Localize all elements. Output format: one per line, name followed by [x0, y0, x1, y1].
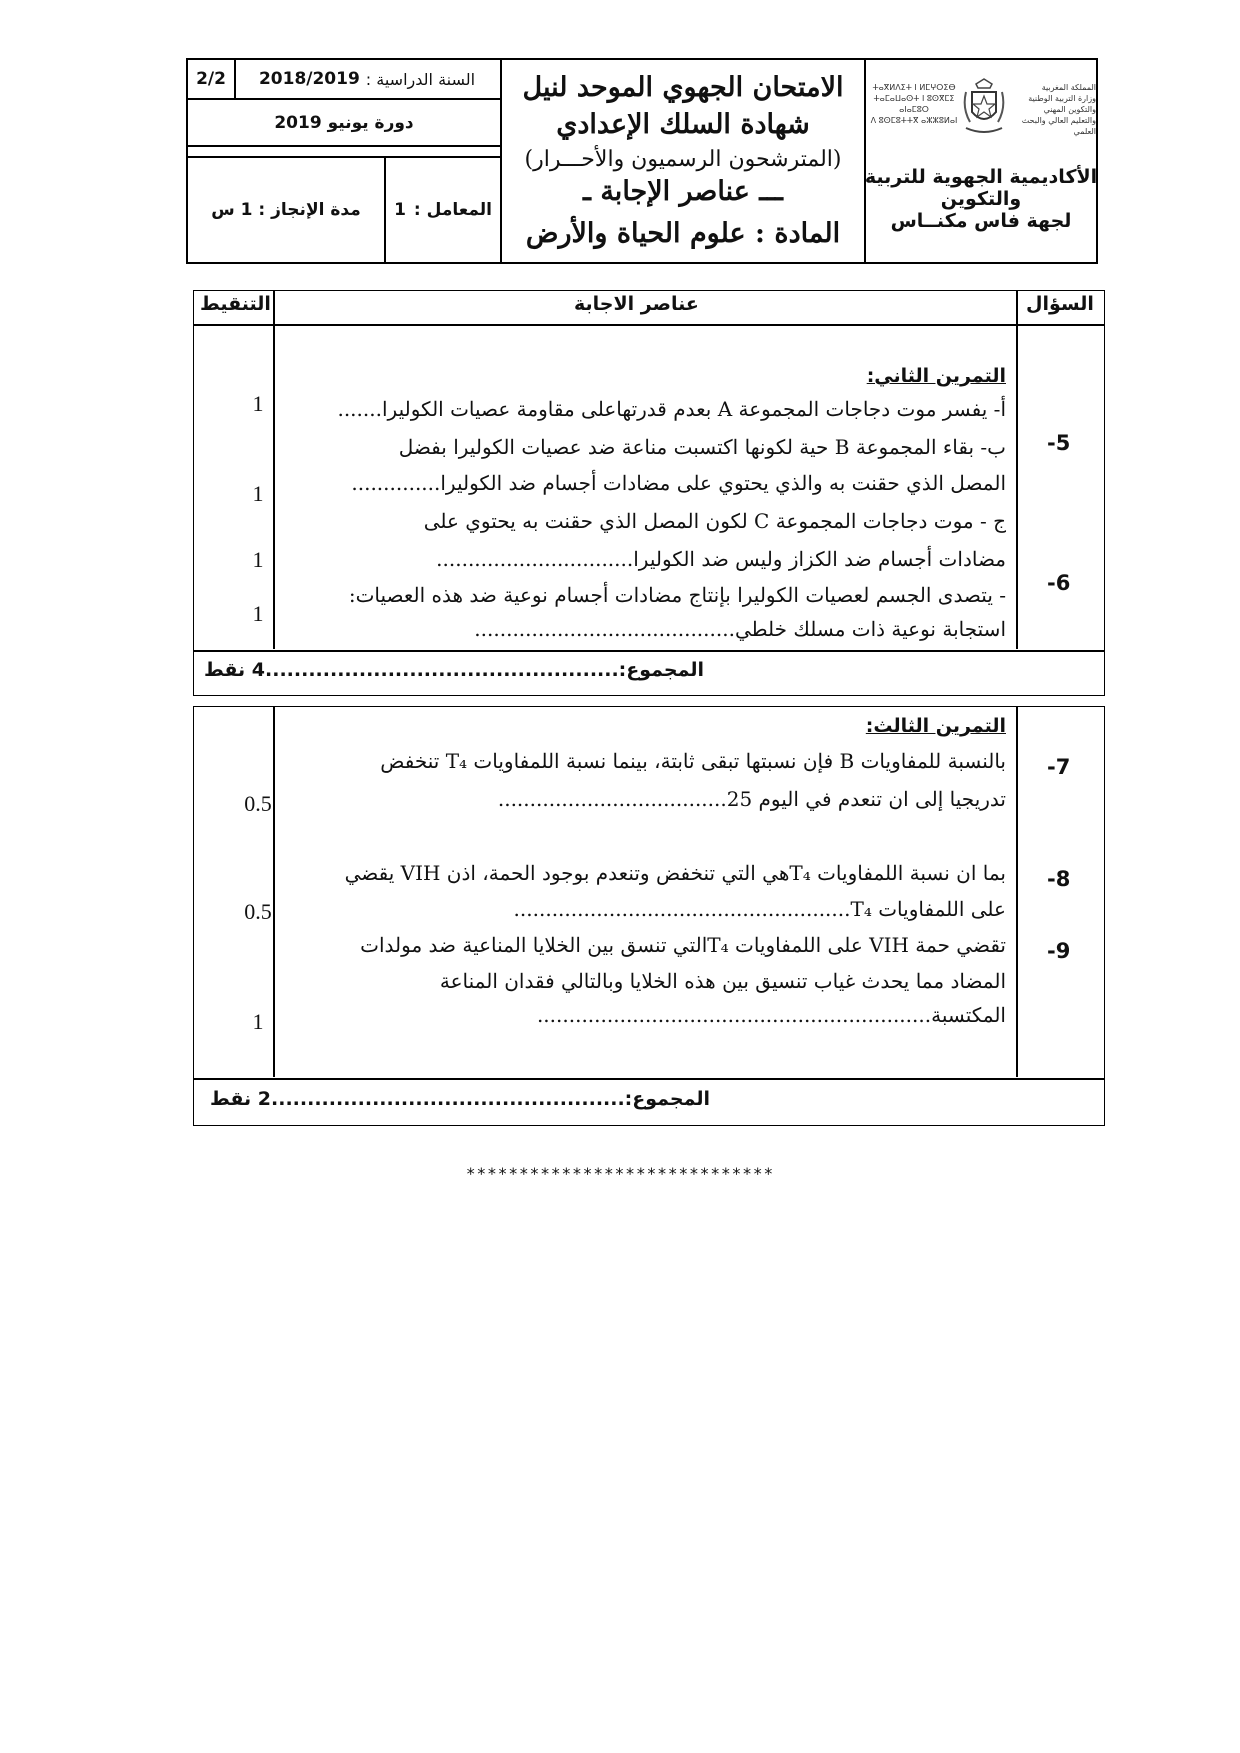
answers-title: ـــ عناصر الإجابة ـ: [583, 175, 783, 207]
exercise-2-total: المجموع:.................................................4 نقط: [204, 659, 704, 681]
exercise-2-line-6: - يتصدى الجسم لعصيات الكوليرا بإنتاج مضادات أجسام نوعية ضد هذه العصيات:: [348, 583, 1006, 607]
ministry-line-4: والتعليم العالي والبحث العلمي: [1021, 116, 1096, 136]
coefficient-label: المعامل :: [413, 200, 492, 220]
mark-ex2-c: 1: [252, 547, 264, 572]
ministry-line-3: والتكوين المهني: [1043, 105, 1096, 114]
exercise-3-line-4: على اللمفاويات T₄.....................................................: [513, 897, 1006, 921]
exercise-3-line-5: تقضي حمة VIH على اللمفاويات T₄التي تنسق بين الخلايا المناعية ضد مولدات: [360, 933, 1006, 957]
exam-duration: مدة الإنجاز : 1 س: [211, 200, 361, 220]
question-number-7: -7: [1047, 755, 1071, 779]
column-header-marks: التنقيط: [200, 293, 271, 315]
exercise-3-total: المجموع:.................................................2 نقط: [210, 1088, 710, 1110]
column-header-question: السؤال: [1026, 293, 1094, 315]
exercise-3-title: التمرين الثالث:: [865, 715, 1006, 737]
subject-title: المادة : علوم الحياة والأرض: [525, 217, 841, 249]
ministry-line-1: المملكة المغربية: [1041, 83, 1096, 92]
question-number-6: -6: [1047, 571, 1071, 595]
coefficient: [386, 158, 500, 262]
exam-title-line-2: شهادة السلك الإعدادي: [556, 108, 810, 140]
exercise-2-line-3: المصل الذي حقنت به والذي يحتوي على مضادات أجسام ضد الكوليرا..............: [351, 471, 1006, 495]
academy-line-1: الأكاديمية الجهوية للتربية: [864, 166, 1098, 188]
academy-line-2: والتكوين: [940, 188, 1022, 210]
answers-table-exercise-2: [193, 290, 1105, 696]
exam-title-line-1: الامتحان الجهوي الموحد لنيل: [522, 71, 844, 103]
academic-year: [236, 60, 498, 98]
tifinagh-line-1: ⵜⴰⴳⵍⴷⵉⵜ ⵏ ⵍⵎⵖⵔⵉⴱ: [872, 83, 956, 92]
ministry-logo-block: [866, 60, 1096, 156]
question-number-9: -9: [1047, 939, 1071, 963]
tifinagh-caption: [868, 82, 960, 126]
mark-ex3-q9: 1: [252, 1009, 264, 1034]
question-number-5: -5: [1047, 431, 1071, 455]
mark-ex2-d: 1: [252, 601, 264, 626]
exercise-2-line-2: ب- بقاء المجموعة B حية لكونها اكتسبت مناعة ضد عصيات الكوليرا بفضل: [398, 435, 1006, 459]
exercise-2-title: التمرين الثاني:: [866, 365, 1006, 387]
column-header-answers: عناصر الاجابة: [574, 293, 699, 315]
mark-ex2-a: 1: [252, 391, 264, 416]
mark-ex2-b: 1: [252, 481, 264, 506]
coat-of-arms-icon: [962, 78, 1006, 138]
answers-table-exercise-3: [193, 706, 1105, 1126]
ministry-arabic-caption: [1008, 82, 1096, 137]
exercise-3-line-2: تدريجيا إلى ان تنعدم في اليوم 25....................................: [497, 787, 1006, 811]
exercise-3-line-1: بالنسبة للمفاويات B فإن نسبتها تبقى ثابتة، بينما نسبة اللمفاويات T₄ تنخفض: [380, 749, 1006, 773]
academic-year-value: 2018/2019: [258, 69, 360, 89]
exercise-3-line-7: المكتسبة..............................................................: [536, 1003, 1006, 1027]
exam-session: دورة يونيو 2019: [274, 112, 414, 133]
exercise-2-line-7: استجابة نوعية ذات مسلك خلطي.........................................: [474, 617, 1006, 641]
academy-line-3: لجهة فاس مكنــاس: [890, 210, 1072, 232]
tifinagh-line-2: ⵜⴰⵎⴰⵡⴰⵙⵜ ⵏ ⵓⵙⴳⵎⵉ ⴰⵏⴰⵎⵓⵔ: [873, 94, 955, 114]
coefficient-value: 1: [394, 200, 406, 220]
exercise-2-line-4: ج - موت دجاجات المجموعة C لكون المصل الذي حقنت به يحتوي على: [423, 509, 1006, 533]
ministry-line-2: وزارة التربية الوطنية: [1028, 94, 1096, 103]
page-number: 2/2: [196, 69, 226, 89]
exercise-2-line-1: أ- يفسر موت دجاجات المجموعة A بعدم قدرتهاعلى مقاومة عصيات الكوليرا.......: [337, 397, 1006, 421]
candidates-label: (المترشحون الرسميون والأحـــرار): [524, 146, 842, 172]
exam-header: [186, 58, 1098, 264]
question-number-8: -8: [1047, 867, 1071, 891]
end-of-page-stars: *****************************: [465, 1164, 775, 1183]
tifinagh-line-3: ⴷ ⵓⵙⵎⵓⵜⵜⴳ ⴰⵣⵣⵓⵍⴰⵏ: [870, 116, 958, 125]
exercise-3-line-6: المضاد مما يحدث غياب تنسيق بين هذه الخلايا وبالتالي فقدان المناعة: [439, 969, 1006, 993]
mark-ex3-q7: 0.5: [244, 791, 272, 816]
exercise-2-line-5: مضادات أجسام ضد الكزاز وليس ضد الكوليرا...............................: [436, 547, 1006, 571]
academic-year-label: السنة الدراسية :: [365, 69, 476, 89]
mark-ex3-q8: 0.5: [244, 899, 272, 924]
exercise-3-line-3: بما ان نسبة اللمفاويات T₄هي التي تنخفض وتنعدم بوجود الحمة، اذن VIH يقضي: [344, 861, 1006, 885]
